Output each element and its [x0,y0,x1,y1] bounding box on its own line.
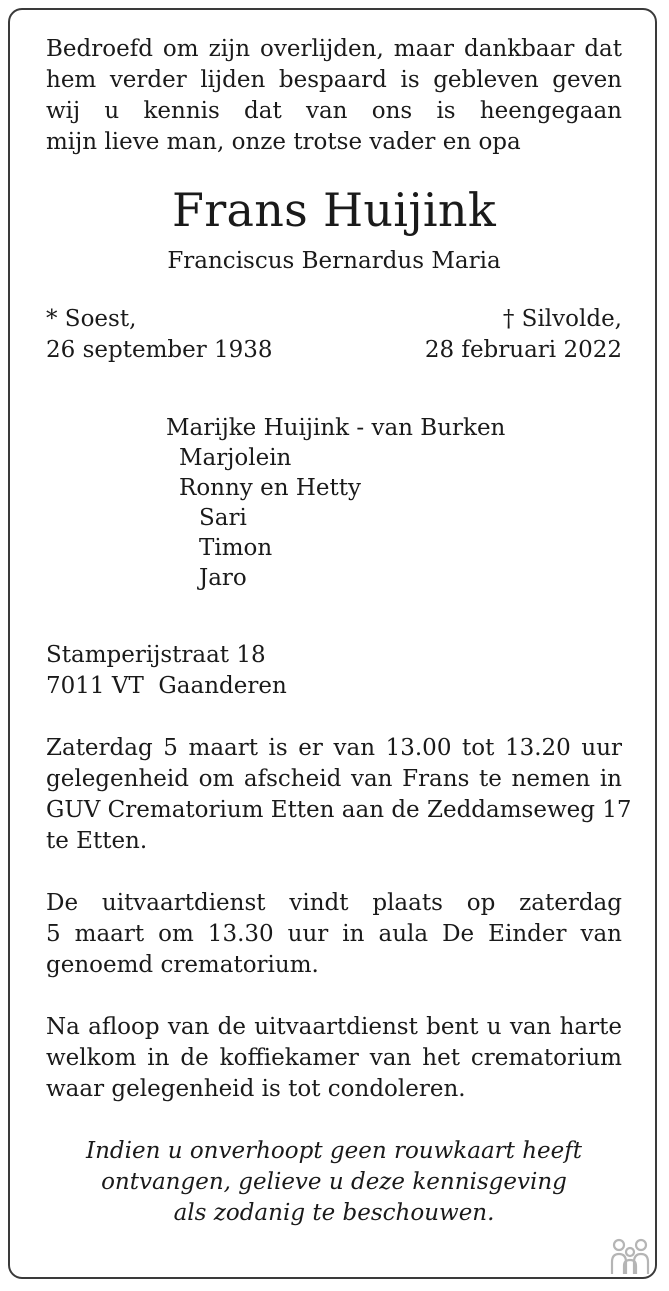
family-member: Marijke Huijink - van Burken [166,415,506,441]
service-line: 5 maart om 13.30 uur in aula De Einder van [46,921,622,947]
correspondence-address [46,640,622,702]
closing-line: ontvangen, gelieve u deze kennisgeving [101,1169,567,1195]
closing-note [46,1136,622,1229]
deceased-full-name: Franciscus Bernardus Maria [167,248,501,274]
farewell-line: gelegenheid om afscheid van Frans te nemen in [46,766,622,792]
family-member: Marjolein [179,445,292,471]
closing-line: als zodanig te beschouwen. [173,1200,495,1226]
farewell-line: te Etten. [46,828,148,854]
deceased-name: Frans Huijink [171,183,496,237]
after-paragraph [46,1012,622,1105]
people-group-icon [608,1236,652,1276]
family-member: Ronny en Hetty [179,475,361,501]
service-line: genoemd crematorium. [46,952,319,978]
family-member: Timon [199,535,273,561]
farewell-line: Zaterdag 5 maart is er van 13.00 tot 13.20 uur [46,735,622,761]
family-member: Jaro [199,565,247,591]
farewell-paragraph [46,733,632,857]
intro-line: mijn lieve man, onze trotse vader en opa [46,129,521,155]
birth-info [46,304,273,366]
after-line: Na afloop van de uitvaartdienst bent u van harte [46,1014,622,1040]
obituary-notice [46,34,632,1229]
service-paragraph [46,888,622,981]
death-info [425,304,622,366]
life-dates [46,304,622,366]
family-list [166,413,622,593]
address-street: Stamperijstraat 18 [46,642,266,668]
farewell-line: GUV Crematorium Etten aan de Zeddamseweg 17 [46,797,632,823]
family-member: Sari [199,505,247,531]
intro-line: hem verder lijden bespaard is gebleven geven [46,67,622,93]
birth-place: * Soest, [46,306,137,332]
intro-paragraph [46,34,622,158]
intro-line: wij u kennis dat van ons is heengegaan [46,98,622,124]
after-line: welkom in de koffiekamer van het crematorium [46,1045,622,1071]
intro-line: Bedroefd om zijn overlijden, maar dankbaar dat [46,36,622,62]
death-place: † Silvolde, [502,306,622,332]
address-city: 7011 VT Gaanderen [46,673,287,699]
birth-date: 26 september 1938 [46,337,273,363]
closing-line: Indien u onverhoopt geen rouwkaart heeft [86,1138,582,1164]
death-date: 28 februari 2022 [424,337,622,363]
service-line: De uitvaartdienst vindt plaats op zaterdag [46,890,622,916]
after-line: waar gelegenheid is tot condoleren. [46,1076,466,1102]
